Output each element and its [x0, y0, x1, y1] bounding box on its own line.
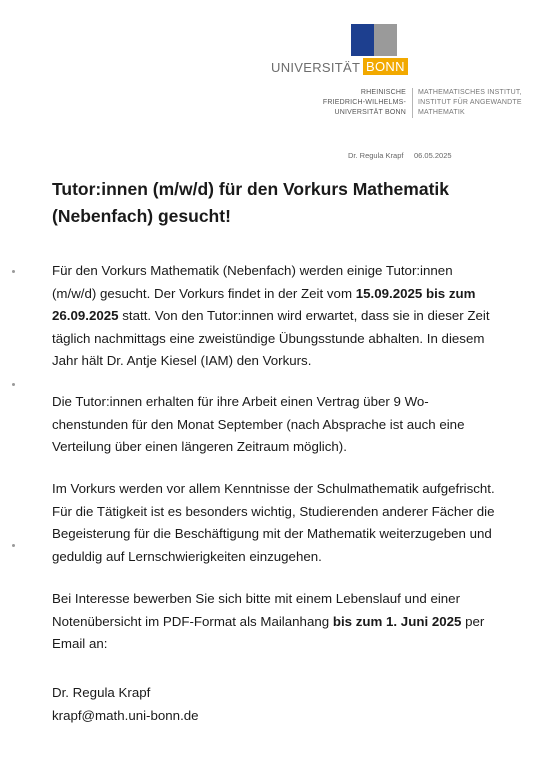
institution-line: UNIVERSITÄT BONN: [334, 109, 406, 116]
header-author: Dr. Regula Krapf: [348, 151, 404, 160]
course-dates: 15.09.2025 bis zum 26.09.2025: [52, 285, 476, 323]
paragraph-text: Bei Interesse bewerben Sie sich bitte mit einem Lebenslauf und einer Notenübersicht im PDF-Format als Mailanhang: [52, 591, 461, 629]
department-line: INSTITUT FÜR ANGEWANDTE: [418, 99, 522, 106]
paragraph-course-info: [52, 260, 498, 373]
application-deadline: bis zum 1. Juni 2025: [332, 613, 462, 629]
paragraph-text: statt. Von den Tutor:innen wird erwartet, dass sie in dieser Zeit täglich nachmittags eine zweistündige Übungsstunde abhalten. In diesem Jahr hält Dr. Antje Kiesel (IAM) den Vorkurs.: [52, 308, 490, 368]
contact-email: krapf@math.uni-bonn.de: [52, 707, 199, 723]
title-line: (Nebenfach) gesucht!: [52, 206, 231, 226]
logo-word-bonn: BONN: [363, 58, 408, 75]
institution-line: RHEINISCHE: [360, 89, 406, 96]
header-date: 06.05.2025: [414, 151, 452, 160]
paragraph-tasks: Im Vorkurs werden vor allem Kenntnisse der Schulmathematik aufgefrischt. Für die Tätigkeit ist es besonders wichtig, Studierenden anderer Fächer die Begeisterung für die Beschäftigung mit der Mathematik weiterzugeben und geduldig auf Lernschwierigkeiten einzugehen.: [52, 481, 495, 564]
logo-grey-square: [374, 24, 397, 56]
logo-blue-square: [351, 24, 374, 56]
paragraph-contract: Die Tutor:innen erhalten für ihre Arbeit einen Vertrag über 9 Wochenstunden für den Monat September (nach Absprache ist auch eine Verteilung über einen längeren Zeitraum möglich).: [52, 394, 465, 454]
document-title: [52, 176, 512, 230]
paragraph-text: Für den Vorkurs Mathematik (Nebenfach) werden einige Tutor:innen (m/w/d) gesucht. Der Vorkurs findet in der Zeit vom: [52, 263, 453, 301]
paragraph-application: [52, 588, 498, 656]
institution-name: [300, 88, 406, 118]
margin-dot: [12, 544, 15, 547]
department-line: MATHEMATIK: [418, 109, 465, 116]
department-line: MATHEMATISCHES INSTITUT,: [418, 89, 522, 96]
signature-block: [52, 682, 498, 727]
university-logo: [271, 24, 405, 80]
signature-name: Dr. Regula Krapf: [52, 685, 151, 700]
department-name: [418, 88, 528, 118]
paragraph-text: per Email an:: [52, 613, 485, 651]
logo-word-universitaet: UNIVERSITÄT: [271, 60, 361, 75]
title-line: Tutor:innen (m/w/d) für den Vorkurs Mathematik: [52, 179, 450, 199]
header-divider: [412, 88, 413, 118]
margin-dot: [12, 383, 15, 386]
margin-dot: [12, 270, 15, 273]
institution-line: FRIEDRICH-WILHELMS-: [322, 99, 406, 106]
